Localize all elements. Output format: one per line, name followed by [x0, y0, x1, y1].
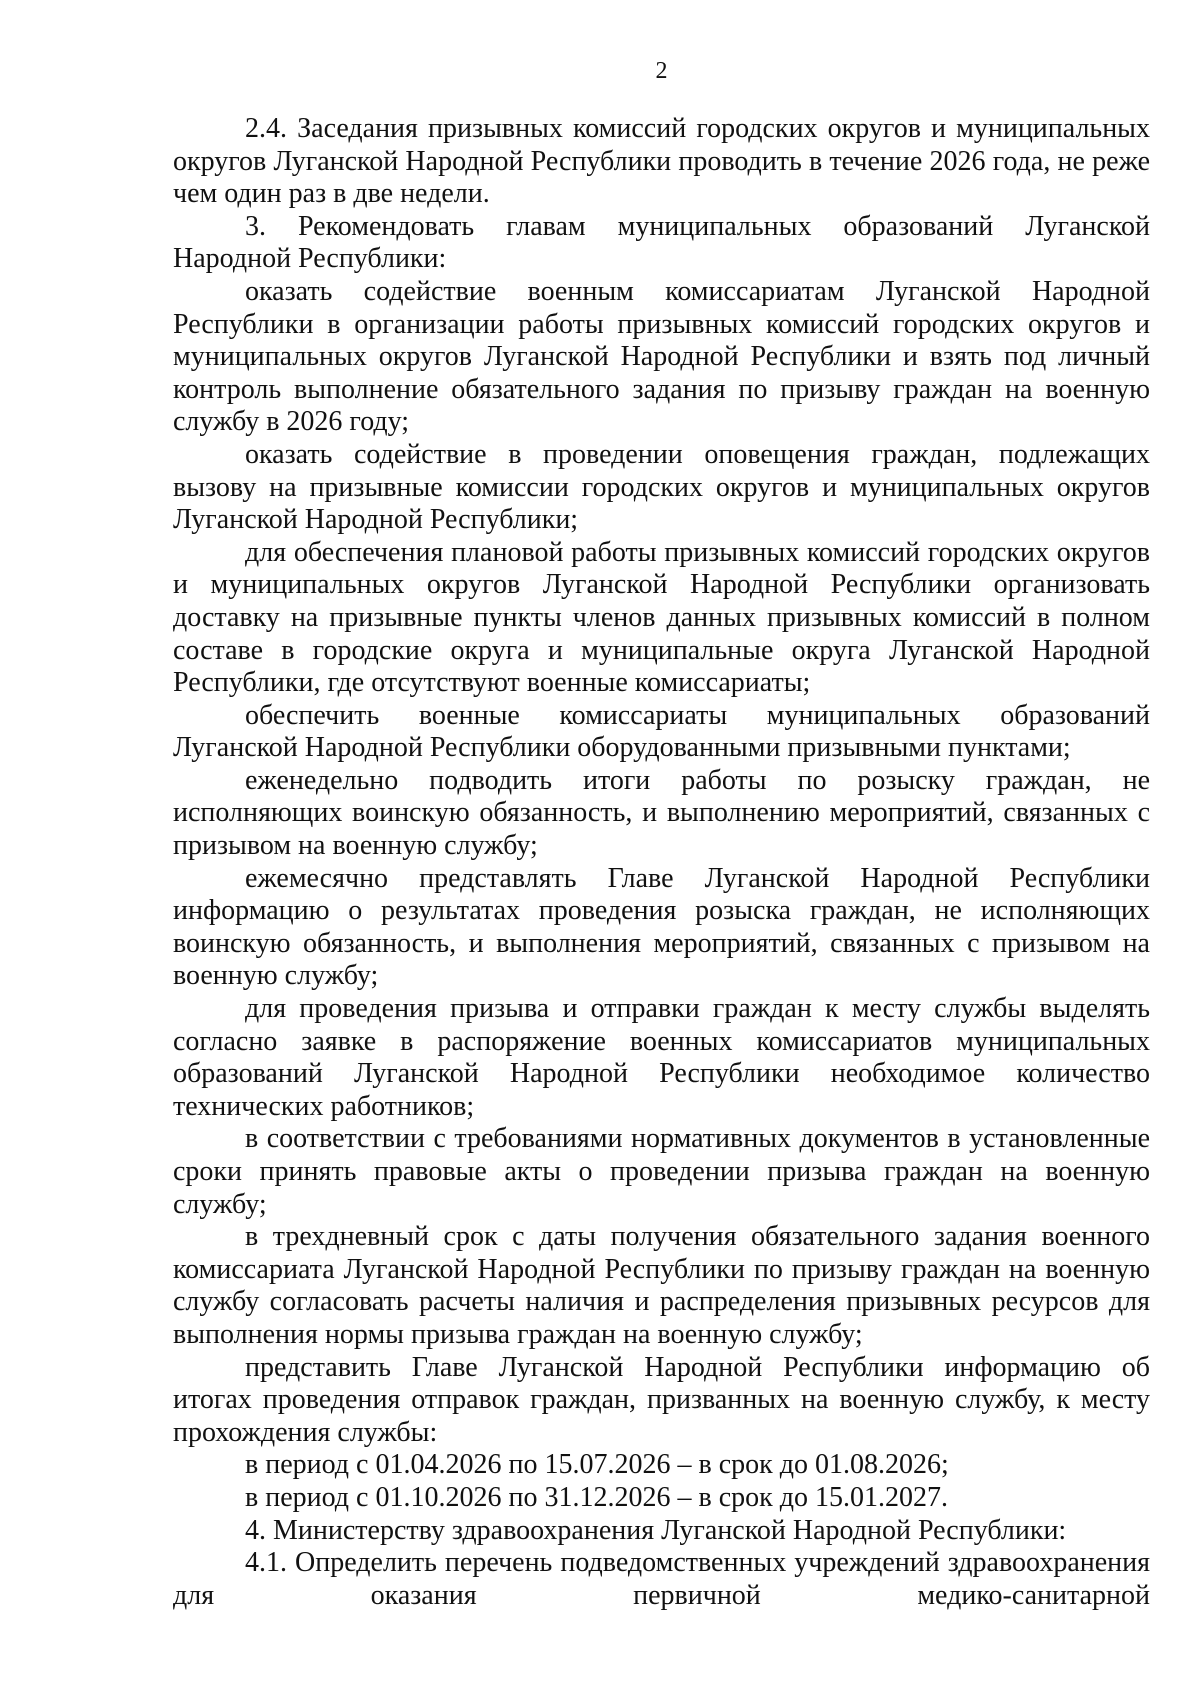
paragraph-3-resource-calculation: в трехдневный срок с даты получения обязательного задания военного комиссариата Луганской Народной Республики по призыву граждан на военную службу согласовать расчеты наличия и распределения призывных ресурсов для выполнения нормы призыва граждан на военную службу;: [173, 1221, 1150, 1350]
paragraph-period-autumn: в период с 01.10.2026 по 31.12.2026 – в срок до 15.01.2027.: [245, 1481, 948, 1513]
paragraph-3-monthly-report: ежемесячно представлять Главе Луганской Народной Республики информацию о результатах проведения розыска граждан, не исполняющих воинскую обязанность, и выполнения мероприятий, связанных с призывом на военную службу;: [173, 862, 1150, 992]
paragraph-3-assist-commissariats: оказать содействие военным комиссариатам Луганской Народной Республики в организации работы призывных комиссий городских округов и муниципальных округов Луганской Народной Республики и взять под личный контроль выполнение обязательного задания по призыву граждан на военную службу в 2026 году;: [173, 275, 1150, 438]
page-number: 2: [655, 58, 668, 84]
paragraph-4: 4. Министерству здравоохранения Луганской Народной Республики:: [245, 1514, 1067, 1546]
document-body: [173, 113, 1150, 1612]
paragraph-3-delivery: для обеспечения плановой работы призывных комиссий городских округов и муниципальных округов Луганской Народной Республики организовать доставку на призывные пункты членов данных призывных комиссий в полном составе в городские округа и муниципальные округа Луганской Народной Республики, где отсутствуют военные комиссариаты;: [173, 536, 1150, 699]
paragraph-3-dispatch-report: представить Главе Луганской Народной Республики информацию об итогах проведения отправок граждан, призванных на военную службу, к месту прохождения службы:: [173, 1351, 1150, 1448]
paragraph-3: 3. Рекомендовать главам муниципальных образований Луганской Народной Республики:: [173, 210, 1150, 275]
paragraph-3-technical-staff: для проведения призыва и отправки граждан к месту службы выделять согласно заявке в распоряжение военных комиссариатов муниципальных образований Луганской Народной Республики необходимое количество технических работников;: [173, 993, 1150, 1122]
paragraph-3-notification: оказать содействие в проведении оповещения граждан, подлежащих вызову на призывные комиссии городских округов и муниципальных округов Луганской Народной Республики;: [173, 438, 1150, 536]
paragraph-4-1: 4.1. Определить перечень подведомственных учреждений здравоохранения для оказания первичной медико-санитарной: [173, 1547, 1150, 1611]
paragraph-3-weekly-results: еженедельно подводить итоги работы по розыску граждан, не исполняющих воинскую обязанность, и выполнению мероприятий, связанных с призывом на военную службу;: [173, 764, 1150, 862]
paragraph-3-legal-acts: в соответствии с требованиями нормативных документов в установленные сроки принять правовые акты о проведении призыва граждан на военную службу;: [173, 1123, 1150, 1220]
paragraph-2-4: 2.4. Заседания призывных комиссий городских округов и муниципальных округов Луганской Народной Республики проводить в течение 2026 года, не реже чем один раз в две недели.: [173, 113, 1150, 210]
paragraph-period-spring: в период с 01.04.2026 по 15.07.2026 – в срок до 01.08.2026;: [245, 1449, 949, 1481]
paragraph-3-equipment: обеспечить военные комиссариаты муниципальных образований Луганской Народной Республики оборудованными призывными пунктами;: [173, 699, 1150, 764]
